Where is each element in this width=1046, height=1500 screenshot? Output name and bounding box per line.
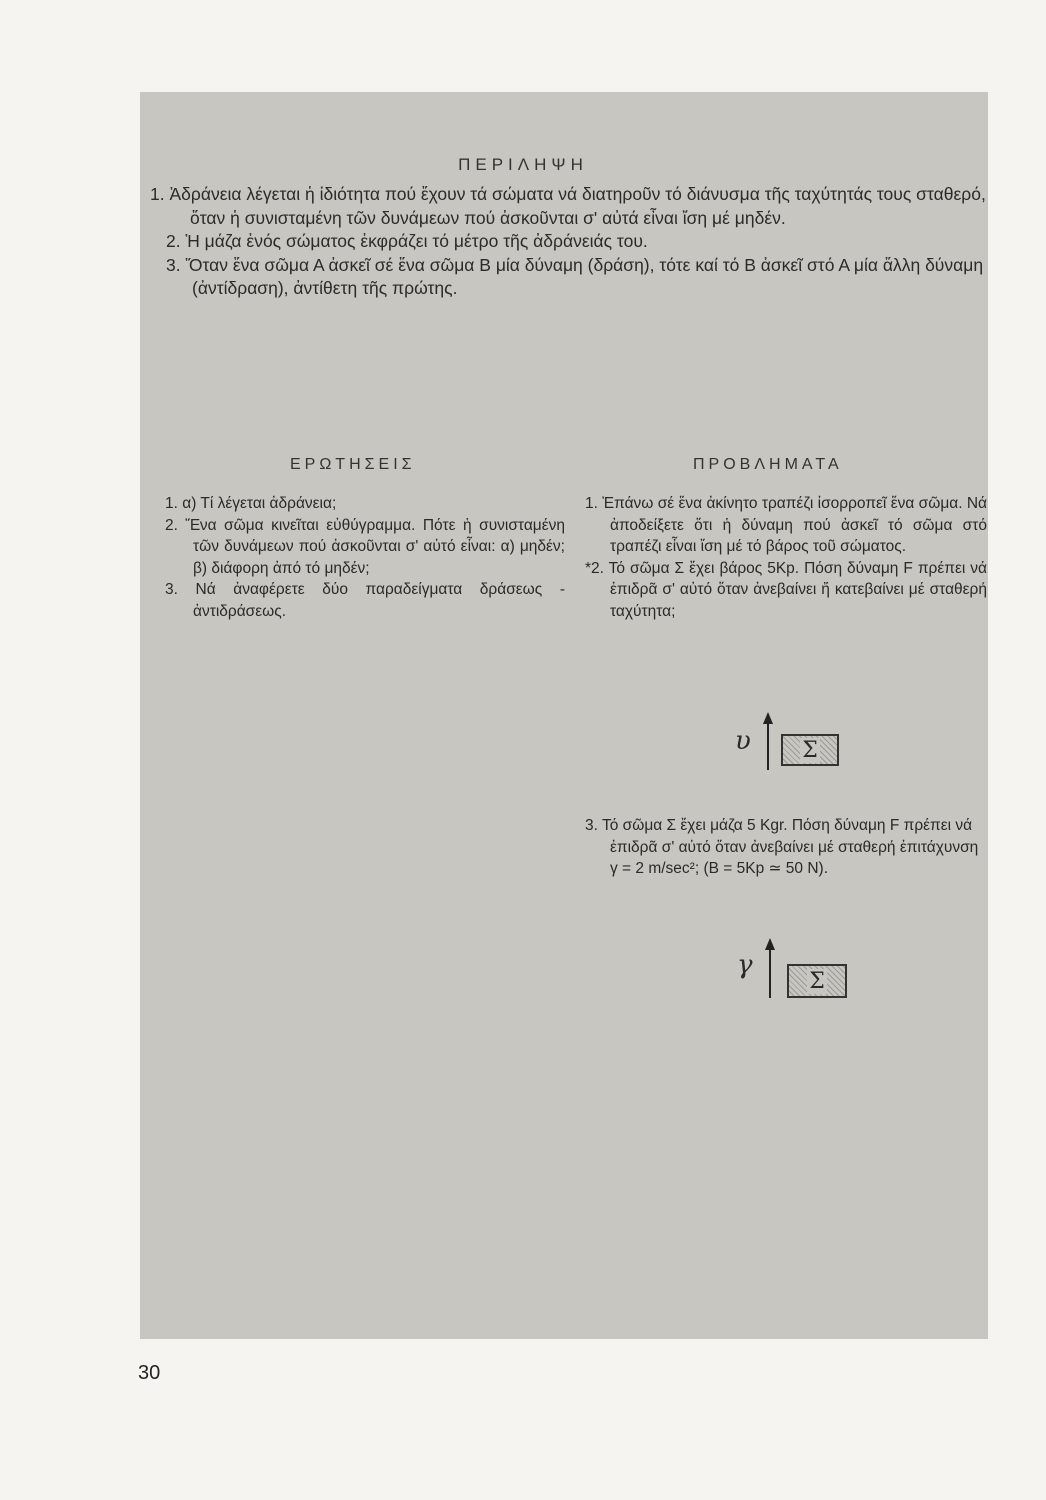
problem-3-section — [585, 815, 987, 880]
body-label: Σ — [802, 737, 818, 763]
questions-list — [165, 493, 565, 622]
up-arrow-icon — [763, 938, 777, 1000]
figure-acceleration — [737, 938, 857, 1000]
figure-velocity — [735, 712, 855, 772]
question-1: 1. α) Τί λέγεται ἀδράνεια; — [165, 495, 337, 512]
summary-item-1: 1. Ἀδράνεια λέγεται ἡ ἰδιότητα πού ἔχουν τά σώματα νά διατηροῦν τό διάνυσμα τῆς ταχύτητάς τους σταθερό, ὅταν ἡ συνισταμένη τῶν δυνάμεων πού ἀσκοῦνται σ' αὐτά εἶναι ἴση μέ μηδέν. — [150, 184, 986, 228]
summary-item-2: 2. Ἡ μάζα ἑνός σώματος ἐκφράζει τό μέτρο τῆς ἀδράνειάς του. — [166, 231, 648, 251]
problem-1: 1. Ἐπάνω σέ ἕνα ἀκίνητο τραπέζι ἰσορροπεῖ ἕνα σῶμα. Νά ἀποδείξετε ὅτι ἡ δύναμη πού ἀσκεῖ τό σῶμα στό τραπέζι εἶναι ἴση μέ τό βάρος τοῦ σώματος. — [585, 495, 987, 555]
questions-title: ΕΡΩΤΗΣΕΙΣ — [290, 456, 416, 473]
body-label: Σ — [809, 968, 825, 994]
summary-title: ΠΕΡΙΛΗΨΗ — [458, 155, 588, 174]
summary-section — [150, 183, 986, 301]
problem-3: 3. Τό σῶμα Σ ἔχει μάζα 5 Kgr. Πόση δύναμη F πρέπει νά ἐπιδρᾶ σ' αὐτό ὅταν ἀνεβαίνει μέ σταθερή ἐπιτάχυνση γ = 2 m/sec²; (B = 5Kp ≃ 50 N). — [585, 817, 979, 877]
body-box — [787, 964, 847, 998]
page-number: 30 — [138, 1362, 161, 1384]
acceleration-label: γ — [737, 950, 753, 980]
body-box — [781, 734, 839, 766]
problems-list — [585, 493, 987, 622]
summary-item-3: 3. Ὅταν ἕνα σῶμα Α ἀσκεῖ σέ ἕνα σῶμα Β μία δύναμη (δράση), τότε καί τό Β ἀσκεῖ στό Α μία ἄλλη δύναμη (ἀντίδραση), ἀντίθετη τῆς πρώτης. — [166, 254, 984, 298]
velocity-label: υ — [735, 726, 751, 756]
problems-title: ΠΡΟΒΛΗΜΑΤΑ — [693, 456, 843, 473]
problem-2: *2. Τό σῶμα Σ ἔχει βάρος 5Kp. Πόση δύναμη F πρέπει νά ἐπιδρᾶ σ' αὐτό ὅταν ἀνεβαίνει ἤ κατεβαίνει μέ σταθερή ταχύτητα; — [585, 559, 987, 620]
up-arrow-icon — [761, 712, 775, 772]
question-2: 2. Ἕνα σῶμα κινεῖται εὐθύγραμμα. Πότε ἡ συνισταμένη τῶν δυνάμεων πού ἀσκοῦνται σ' αὐτό εἶναι: α) μηδέν; β) διάφορη ἀπό τό μηδέν; — [165, 516, 565, 577]
question-3: 3. Νά ἀναφέρετε δύο παραδείγματα δράσεως - ἀντιδράσεως. — [165, 581, 565, 620]
